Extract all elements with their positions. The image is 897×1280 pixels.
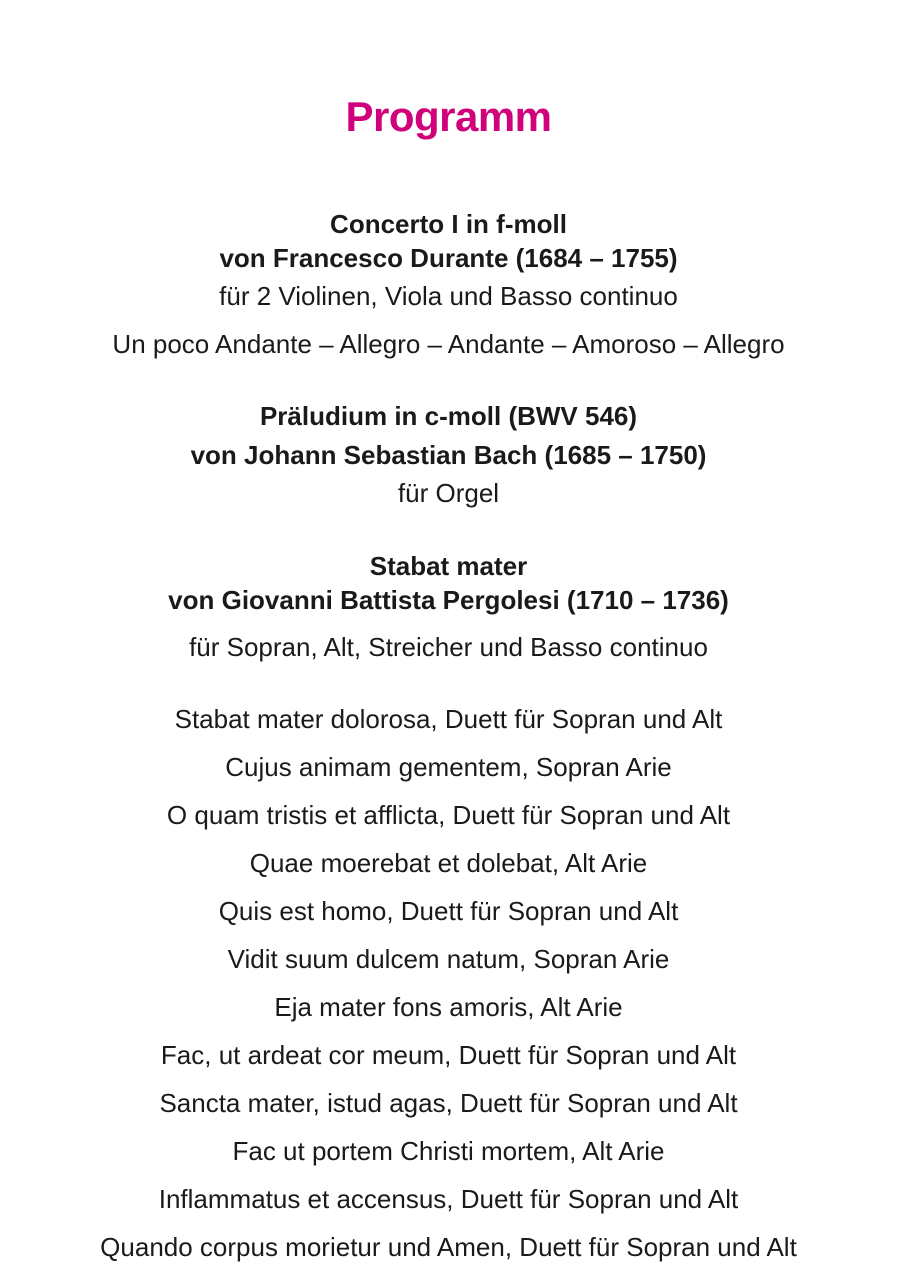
list-item: Vidit suum dulcem natum, Sopran Arie [227, 944, 670, 974]
list-item: Eja mater fons amoris, Alt Arie [274, 992, 623, 1022]
work-title: Präludium in c-moll (BWV 546) [259, 401, 638, 431]
work-composer: von Johann Sebastian Bach (1685 – 1750) [190, 440, 707, 470]
work-composer: von Francesco Durante (1684 – 1755) [219, 243, 678, 273]
list-item: Quando corpus morietur und Amen, Duett für Sopran und Alt [100, 1232, 797, 1262]
list-item: Fac ut portem Christi mortem, Alt Arie [232, 1136, 665, 1166]
list-item: O quam tristis et afflicta, Duett für Sopran und Alt [166, 800, 731, 830]
list-item: Inflammatus et accensus, Duett für Sopran und Alt [158, 1184, 739, 1214]
list-item: Fac, ut ardeat cor meum, Duett für Sopran und Alt [160, 1040, 737, 1070]
work-instrumentation: für Orgel [397, 478, 500, 508]
list-item: Quae moerebat et dolebat, Alt Arie [249, 848, 648, 878]
work-instrumentation: für 2 Violinen, Viola und Basso continuo [219, 281, 678, 311]
page-title: Programm [345, 93, 552, 140]
list-item: Cujus animam gementem, Sopran Arie [225, 752, 672, 782]
work-instrumentation: für Sopran, Alt, Streicher und Basso continuo [189, 632, 708, 662]
list-item: Stabat mater dolorosa, Duett für Sopran und Alt [174, 704, 723, 734]
work-composer: von Giovanni Battista Pergolesi (1710 – 1736) [168, 585, 729, 615]
work-title: Concerto I in f-moll [330, 209, 567, 239]
list-item: Quis est homo, Duett für Sopran und Alt [218, 896, 679, 926]
work-title: Stabat mater [369, 551, 528, 581]
work-movements: Un poco Andante – Allegro – Andante – Amoroso – Allegro [112, 329, 785, 359]
list-item: Sancta mater, istud agas, Duett für Sopran und Alt [159, 1088, 738, 1118]
